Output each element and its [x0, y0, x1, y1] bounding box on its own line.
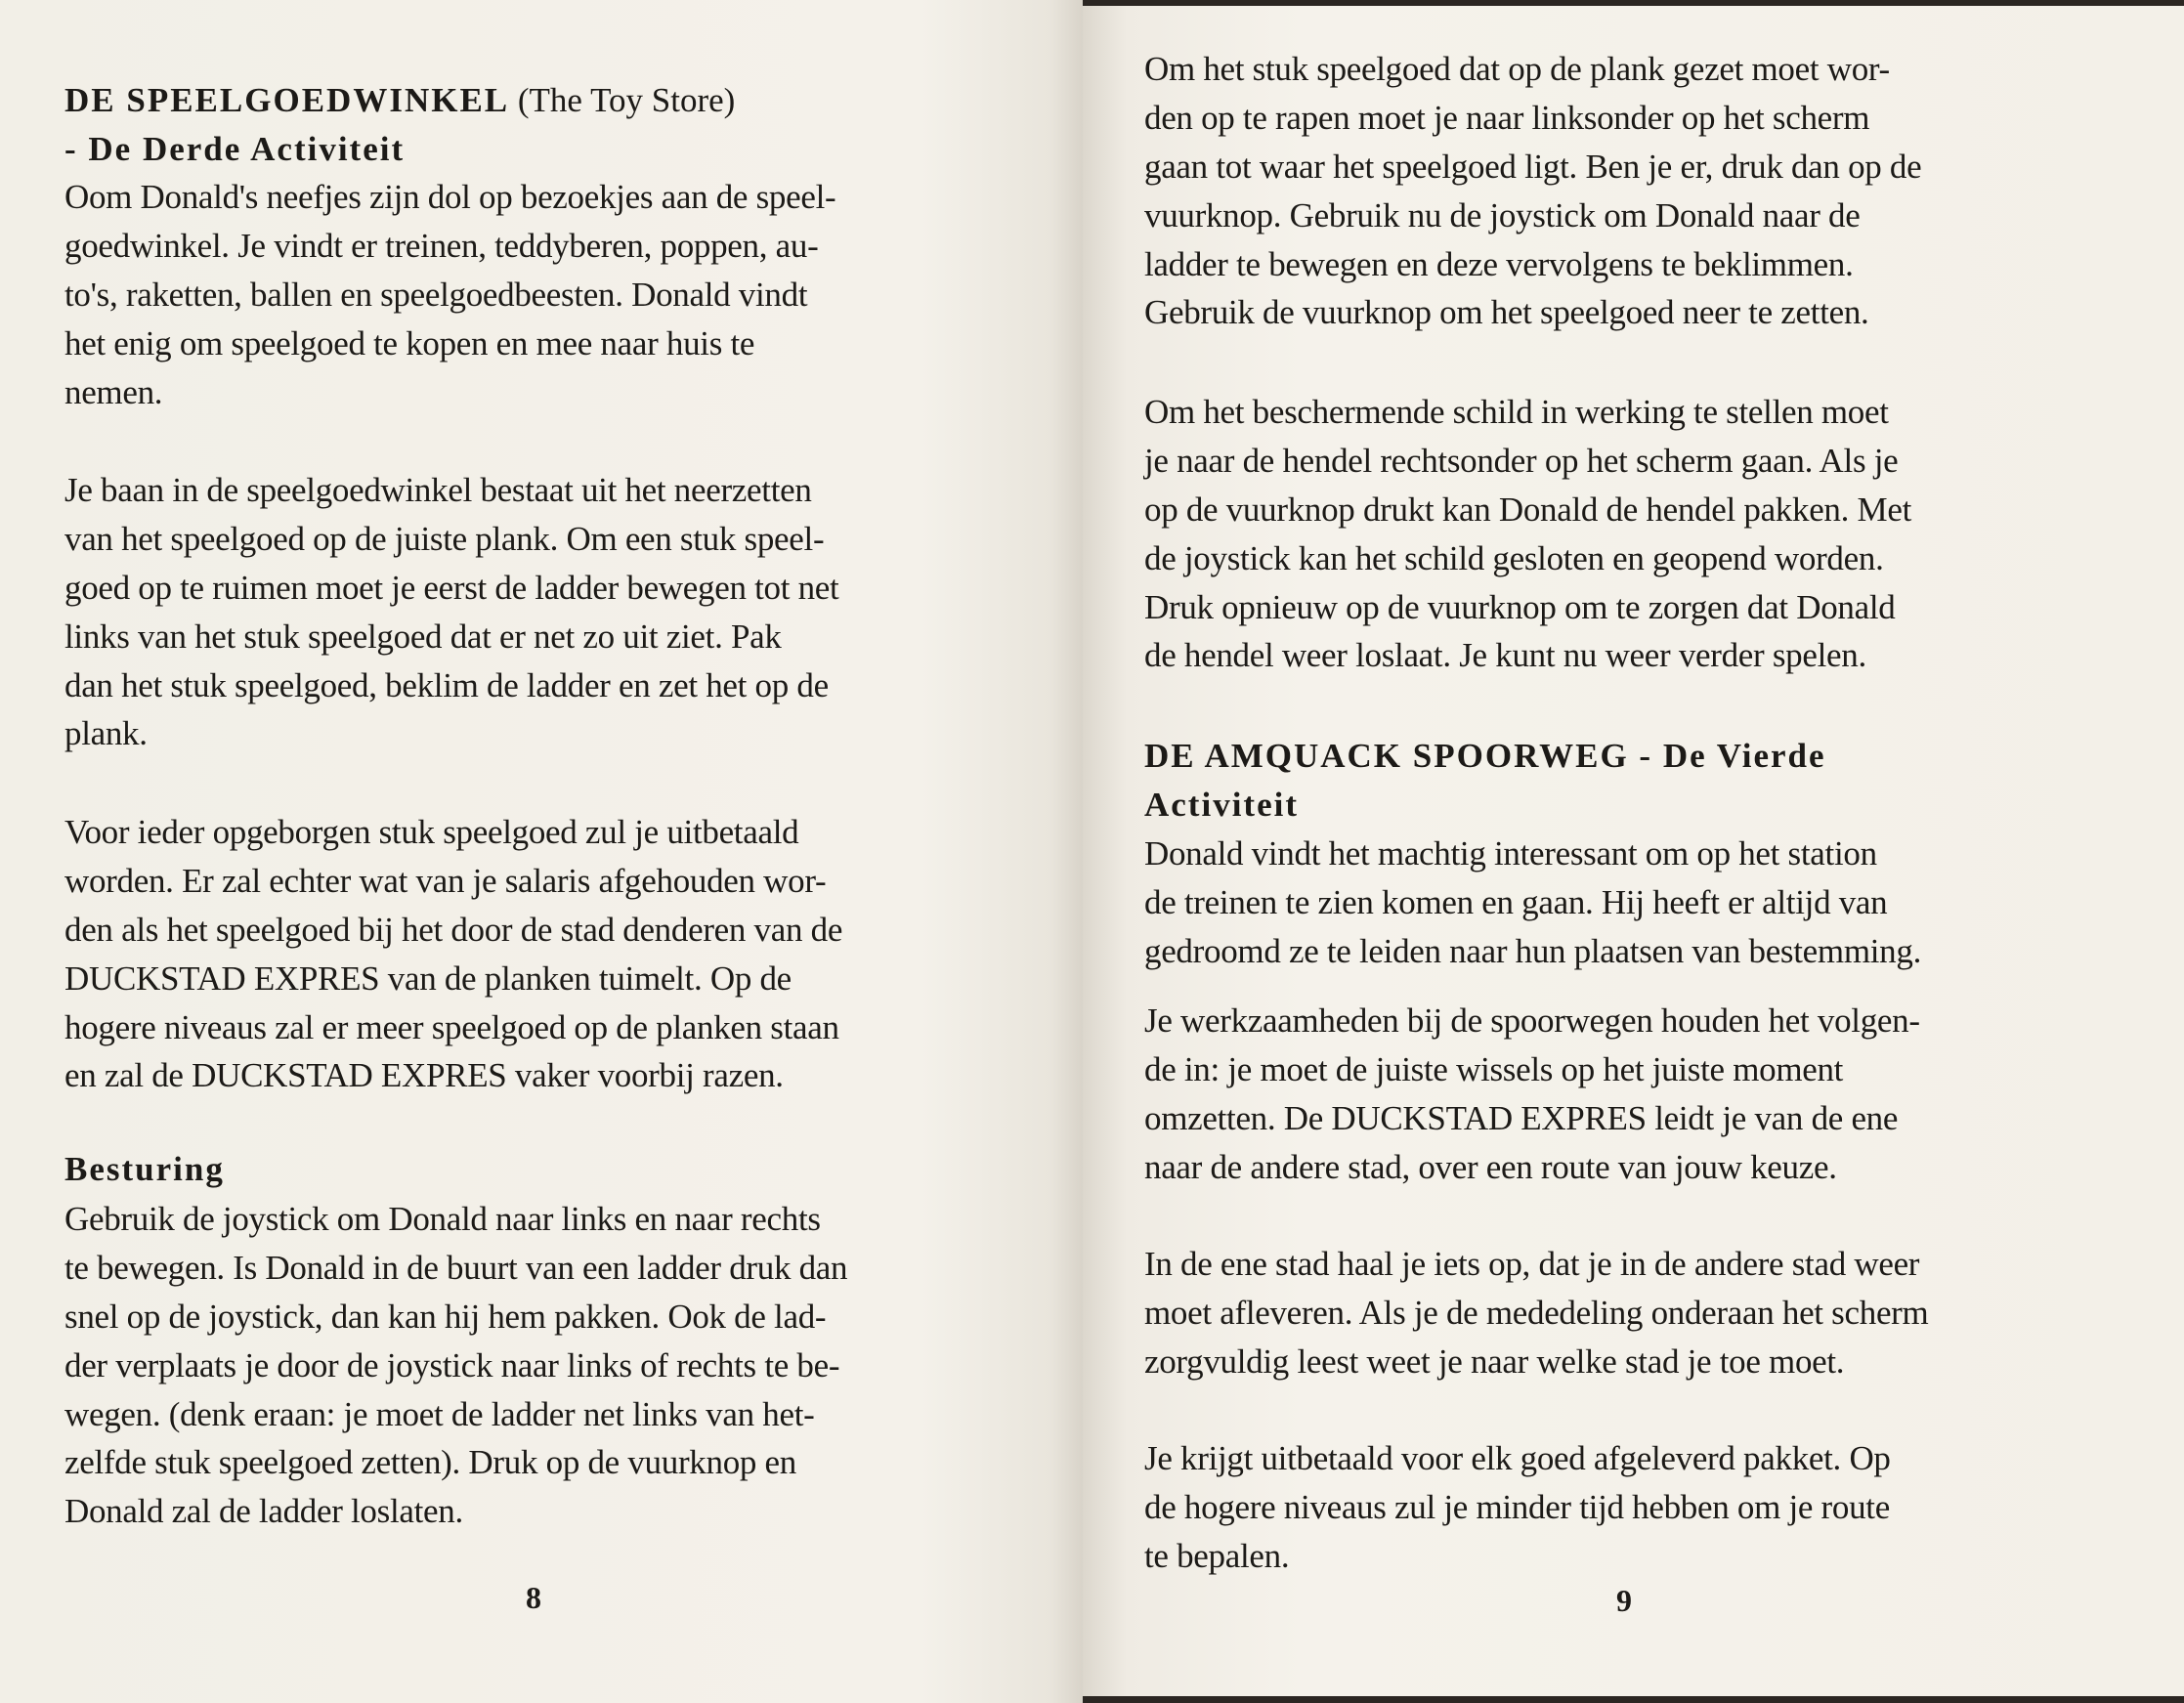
- text-line: zelfde stuk speelgoed zetten). Druk op de vuurknop en: [64, 1443, 796, 1482]
- left-page: [0, 0, 1083, 1703]
- text-line: Gebruik de vuurknop om het speelgoed neer te zetten.: [1144, 293, 1869, 332]
- text-line: Je baan in de speelgoedwinkel bestaat uit het neerzetten: [64, 471, 812, 509]
- text-line: de treinen te zien komen en gaan. Hij heeft er altijd van: [1144, 882, 1888, 921]
- text-line: den als het speelgoed bij het door de stad denderen van de: [64, 910, 843, 949]
- subheading-besturing: Besturing: [64, 1150, 225, 1188]
- text-line: Donald vindt het machtig interessant om op het station: [1144, 834, 1877, 873]
- paragraph: [1144, 388, 1911, 680]
- text-line: nemen.: [64, 372, 163, 411]
- text-line: Voor ieder opgeborgen stuk speelgoed zul je uitbetaald: [64, 813, 799, 851]
- paragraph: [64, 808, 842, 1100]
- text-line: je naar de hendel rechtsonder op het scherm gaan. Als je: [1144, 441, 1899, 480]
- text-line: te bepalen.: [1144, 1536, 1290, 1575]
- text-line: gaan tot waar het speelgoed ligt. Ben je er, druk dan op de: [1144, 147, 1922, 186]
- text-line: het enig om speelgoed te kopen en mee naar huis te: [64, 323, 755, 362]
- text-line: In de ene stad haal je iets op, dat je in de andere stad weer: [1144, 1245, 1920, 1283]
- text-line: plank.: [64, 714, 148, 753]
- text-line: naar de andere stad, over een route van jouw keuze.: [1144, 1147, 1837, 1186]
- text-line: gedroomd ze te leiden naar hun plaatsen van bestemming.: [1144, 931, 1922, 970]
- heading-title-suffix: (The Toy Store): [509, 81, 736, 119]
- text-line: wegen. (denk eraan: je moet de ladder net links van het-: [64, 1394, 815, 1433]
- text-line: Oom Donald's neefjes zijn dol op bezoekjes aan de speel-: [64, 178, 836, 216]
- text-line: moet afleveren. Als je de mededeling onderaan het scherm: [1144, 1293, 1929, 1332]
- text-line: links van het stuk speelgoed dat er net zo uit ziet. Pak: [64, 617, 782, 656]
- text-line: Je werkzaamheden bij de spoorwegen houden het volgen-: [1144, 1001, 1920, 1040]
- text-line: goed op te ruimen moet je eerst de ladder bewegen tot net: [64, 568, 839, 607]
- text-line: Druk opnieuw op de vuurknop om te zorgen dat Donald: [1144, 587, 1896, 626]
- paragraph: [64, 466, 838, 758]
- paragraph: [1144, 830, 1921, 976]
- text-line: hogere niveaus zal er meer speelgoed op de planken staan: [64, 1007, 839, 1046]
- right-page: [1083, 6, 2184, 1696]
- text-line: den op te rapen moet je naar linksonder op het scherm: [1144, 98, 1870, 137]
- text-line: van het speelgoed op de juiste plank. Om een stuk speel-: [64, 519, 825, 558]
- text-line: DE AMQUACK SPOORWEG - De Vierde: [1144, 737, 1826, 775]
- text-line: de hogere niveaus zul je minder tijd hebben om je route: [1144, 1487, 1890, 1526]
- text-line: op de vuurknop drukt kan Donald de hendel pakken. Met: [1144, 490, 1912, 529]
- text-line: de hendel weer loslaat. Je kunt nu weer verder spelen.: [1144, 636, 1866, 675]
- controls-paragraph: [64, 1195, 847, 1536]
- paragraph: [1144, 997, 1920, 1192]
- text-line: Om het stuk speelgoed dat op de plank gezet moet wor-: [1144, 50, 1890, 88]
- page-number-left: 8: [526, 1580, 541, 1615]
- paragraph: [1144, 45, 1921, 337]
- paragraph: [1144, 1240, 1928, 1386]
- text-line: zorgvuldig leest weet je naar welke stad je toe moet.: [1144, 1341, 1845, 1381]
- text-line: Je krijgt uitbetaald voor elk goed afgeleverd pakket. Op: [1144, 1439, 1891, 1477]
- text-line: de joystick kan het schild gesloten en geopend worden.: [1144, 538, 1884, 577]
- text-line: Om het beschermende schild in werking te stellen moet: [1144, 393, 1889, 431]
- text-line: goedwinkel. Je vindt er treinen, teddyberen, poppen, au-: [64, 226, 819, 265]
- text-line: snel op de joystick, dan kan hij hem pakken. Ook de lad-: [64, 1297, 827, 1336]
- text-line: der verplaats je door de joystick naar links of rechts te be-: [64, 1345, 840, 1384]
- text-line: ladder te bewegen en deze vervolgens te beklimmen.: [1144, 244, 1854, 283]
- text-line: Activiteit: [1144, 785, 1299, 824]
- section-heading-toy-store: [64, 76, 735, 174]
- section-heading-railway: [1144, 732, 1826, 830]
- paragraph: [64, 173, 835, 416]
- paragraph: [1144, 1434, 1891, 1581]
- heading-title: DE SPEELGOEDWINKEL: [64, 81, 510, 119]
- heading-subtitle: - De Derde Activiteit: [64, 129, 406, 168]
- text-line: en zal de DUCKSTAD EXPRES vaker voorbij razen.: [64, 1056, 784, 1095]
- text-line: Donald zal de ladder loslaten.: [64, 1492, 463, 1531]
- text-line: DUCKSTAD EXPRES van de planken tuimelt. Op de: [64, 958, 792, 998]
- text-line: Gebruik de joystick om Donald naar links en naar rechts: [64, 1200, 821, 1238]
- text-line: vuurknop. Gebruik nu de joystick om Donald naar de: [1144, 195, 1861, 234]
- text-line: worden. Er zal echter wat van je salaris afgehouden wor-: [64, 861, 827, 900]
- text-line: te bewegen. Is Donald in de buurt van een ladder druk dan: [64, 1248, 848, 1287]
- text-line: to's, raketten, ballen en speelgoedbeesten. Donald vindt: [64, 275, 808, 314]
- page-number-right: 9: [1616, 1583, 1632, 1618]
- text-line: omzetten. De DUCKSTAD EXPRES leidt je van de ene: [1144, 1098, 1899, 1137]
- text-line: de in: je moet de juiste wissels op het juiste moment: [1144, 1049, 1844, 1088]
- text-line: dan het stuk speelgoed, beklim de ladder en zet het op de: [64, 665, 829, 704]
